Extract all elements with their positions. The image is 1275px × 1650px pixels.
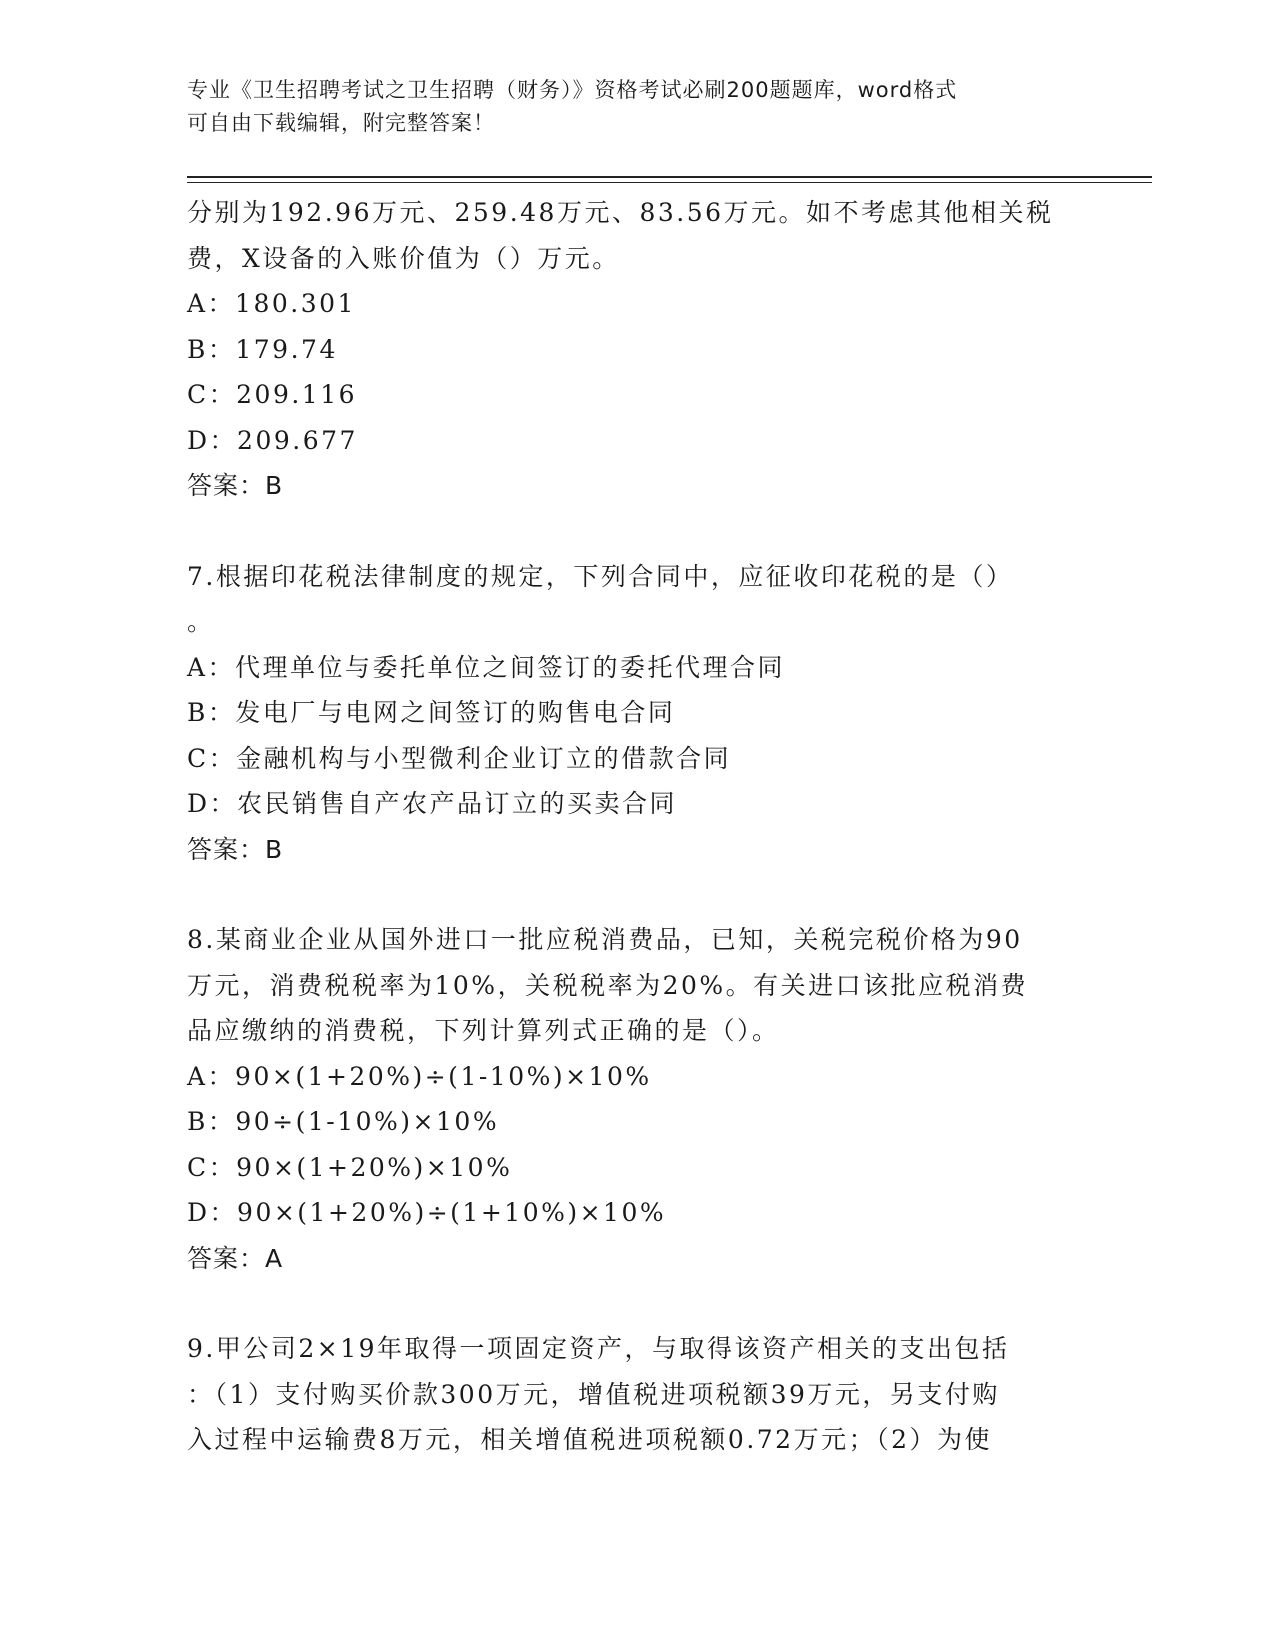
option-a: A：180.301 bbox=[187, 289, 356, 318]
question-stem-line: 费，X设备的入账价值为（）万元。 bbox=[187, 243, 620, 273]
question-stem-line: 。 bbox=[187, 607, 215, 636]
question-stem-line: ：（1）支付购买价款300万元，增值税进项税额39万元，另支付购 bbox=[187, 1379, 1000, 1409]
question-stem-line: 入过程中运输费8万元，相关增值税进项税额0.72万元；（2）为使 bbox=[187, 1425, 992, 1454]
question-stem-line: 品应缴纳的消费税，下列计算列式正确的是（）。 bbox=[187, 1016, 780, 1045]
option-c: C：209.116 bbox=[187, 380, 358, 409]
header-divider-thick bbox=[187, 176, 1152, 178]
document-body bbox=[187, 190, 1087, 1463]
question-8 bbox=[187, 917, 1087, 1281]
option-c: C：90×(1+20%)×10% bbox=[187, 1152, 513, 1182]
option-d: D：209.677 bbox=[187, 425, 358, 455]
question-7 bbox=[187, 554, 1087, 873]
question-stem-line: 7.根据印花税法律制度的规定，下列合同中，应征收印花税的是（） bbox=[187, 561, 1014, 591]
spacer bbox=[187, 872, 1087, 917]
question-stem-line: 分别为192.96万元、259.48万元、83.56万元。如不考虑其他相关税 bbox=[187, 198, 1054, 227]
option-b: B：179.74 bbox=[187, 334, 338, 364]
spacer bbox=[187, 1281, 1087, 1326]
header-divider-thin bbox=[187, 182, 1152, 183]
option-b: B：90÷(1-10%)×10% bbox=[187, 1107, 500, 1136]
question-9 bbox=[187, 1326, 1087, 1463]
question-6 bbox=[187, 190, 1087, 509]
option-a: A：90×(1+20%)÷(1-10%)×10% bbox=[187, 1061, 652, 1091]
document-header bbox=[187, 74, 1067, 140]
answer: 答案：B bbox=[187, 471, 284, 500]
answer: 答案：B bbox=[187, 834, 284, 864]
question-stem-line: 8.某商业企业从国外进口一批应税消费品，已知，关税完税价格为90 bbox=[187, 925, 1023, 954]
option-c: C：金融机构与小型微利企业订立的借款合同 bbox=[187, 743, 732, 773]
answer: 答案：A bbox=[187, 1243, 284, 1273]
header-line-1: 专业《卫生招聘考试之卫生招聘（财务）》资格考试必刷200题题库，word格式 bbox=[187, 78, 958, 102]
option-d: D：90×(1+20%)÷(1+10%)×10% bbox=[187, 1198, 667, 1227]
option-d: D：农民销售自产农产品订立的买卖合同 bbox=[187, 789, 678, 818]
option-b: B：发电厂与电网之间签订的购售电合同 bbox=[187, 698, 676, 727]
option-a: A：代理单位与委托单位之间签订的委托代理合同 bbox=[187, 652, 786, 682]
header-line-2: 可自由下载编辑，附完整答案！ bbox=[187, 111, 495, 135]
question-stem-line: 9.甲公司2×19年取得一项固定资产，与取得该资产相关的支出包括 bbox=[187, 1334, 1010, 1363]
spacer bbox=[187, 509, 1087, 554]
question-stem-line: 万元，消费税税率为10%，关税税率为20%。有关进口该批应税消费 bbox=[187, 970, 1029, 1000]
